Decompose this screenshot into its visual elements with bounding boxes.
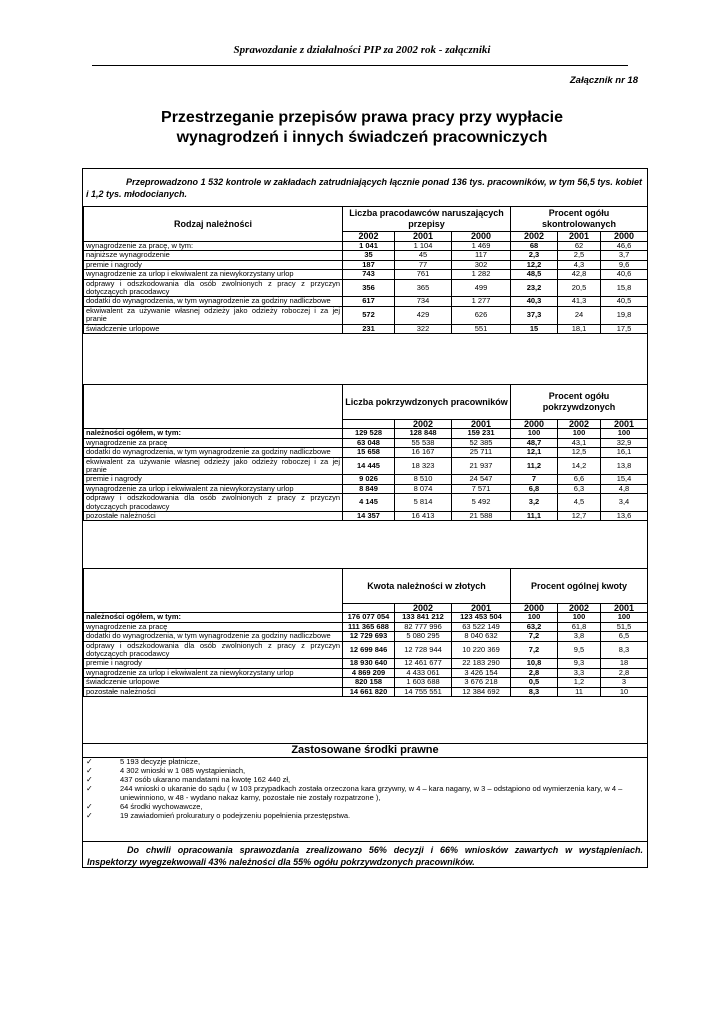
row-label: odprawy i odszkodowania dla osób zwolnionych z pracy z przyczyn dotyczących pracodawcy [84,279,343,297]
value-cell: 2,8 [511,668,558,677]
value-cell: 18 930 640 [343,659,395,668]
value-cell: 23,2 [511,279,558,297]
table-row [84,242,648,251]
value-cell: 17,5 [601,324,648,333]
row-label: ekwiwalent za używanie własnej odzieży jako odzieży roboczej i za jej pranie [84,457,343,475]
value-cell: 8,3 [511,687,558,696]
measure-text: 4 302 wnioski w 1 085 wystąpieniach, [120,766,246,775]
table-row [84,260,648,269]
intro-paragraph: Przeprowadzono 1 532 kontrole w zakładach zatrudniających łącznie ponad 136 tys. pracowników, w tym 56,5 tys. kobiet i 1,2 tys. młodocianych. [86,177,642,199]
group-header: Kwota należności w złotych [343,569,511,604]
value-cell: 14 445 [343,457,395,475]
table-row [84,484,648,493]
value-cell: 2,3 [511,251,558,260]
value-cell: 572 [343,306,395,324]
year-header: 2001 [452,604,511,613]
value-cell: 24 547 [452,475,511,484]
row-label: dodatki do wynagrodzenia, w tym wynagrodzenie za godziny nadliczbowe [84,297,343,306]
value-cell: 187 [343,260,395,269]
value-cell: 123 453 504 [452,613,511,622]
group-header: Liczba pokrzywdzonych pracowników [343,385,511,420]
value-cell: 4 145 [343,494,395,512]
value-cell: 12 384 692 [452,687,511,696]
value-cell: 20,5 [558,279,601,297]
check-icon: ✓ [86,775,93,784]
row-label: dodatki do wynagrodzenia, w tym wynagrodzenie za godziny nadliczbowe [84,632,343,641]
table-row [84,613,648,622]
value-cell: 7,2 [511,632,558,641]
value-cell: 13,6 [601,512,648,521]
value-cell: 3,2 [511,494,558,512]
table-row [84,448,648,457]
table-row [84,270,648,279]
value-cell: 12,5 [558,448,601,457]
table-row [84,429,648,438]
blank-cell [343,420,395,429]
value-cell: 3,7 [601,251,648,260]
value-cell: 9,6 [601,260,648,269]
attachment-number: Załącznik nr 18 [569,75,638,86]
row-label: wynagrodzenie za urlop i ekwiwalent za niewykorzystany urlop [84,484,343,493]
value-cell: 5 814 [395,494,452,512]
value-cell: 18 323 [395,457,452,475]
value-cell: 3 676 218 [452,678,511,687]
value-cell: 14,2 [558,457,601,475]
value-cell: 6,8 [511,484,558,493]
employees-table [83,384,648,521]
value-cell: 16,1 [601,448,648,457]
table-row [84,251,648,260]
list-item [86,766,642,775]
value-cell: 12 728 944 [395,641,452,659]
value-cell: 159 231 [452,429,511,438]
value-cell: 4,8 [601,484,648,493]
value-cell: 40,6 [601,270,648,279]
row-label: należności ogółem, w tym: [84,429,343,438]
row-label: należności ogółem, w tym: [84,613,343,622]
measure-text: 244 wnioski o ukaranie do sądu ( w 103 przypadkach została orzeczona kara grzywny, w 4 – kara nagany, w 3 – odstąpiono od wymierzenia kary, w 4 – uniewinniono, w 48 - wydano nakaz karny, pozostałe nie zostały rozpatrzone ), [120,784,623,802]
value-cell: 9 026 [343,475,395,484]
row-label: pozostałe należności [84,512,343,521]
year-header: 2002 [558,604,601,613]
value-cell: 3,8 [558,632,601,641]
row-label: świadczenie urlopowe [84,678,343,687]
check-icon: ✓ [86,757,93,766]
check-icon: ✓ [86,802,93,811]
value-cell: 100 [601,429,648,438]
value-cell: 48,7 [511,438,558,447]
value-cell: 551 [452,324,511,333]
value-cell: 0,5 [511,678,558,687]
value-cell: 12,7 [558,512,601,521]
check-icon: ✓ [86,784,93,793]
value-cell: 100 [511,429,558,438]
group-header: Liczba pracodawców naruszających przepisy [343,207,511,232]
table-row [84,678,648,687]
list-item [86,811,642,820]
value-cell: 61,8 [558,622,601,631]
value-cell: 10,8 [511,659,558,668]
value-cell: 24 [558,306,601,324]
title-line-1: Przestrzeganie przepisów prawa pracy przy wypłacie [161,109,563,126]
table-row [84,632,648,641]
list-item [86,775,642,784]
measure-text: 64 środki wychowawcze, [120,802,203,811]
value-cell: 52 385 [452,438,511,447]
row-label: premie i nagrody [84,659,343,668]
value-cell: 743 [343,270,395,279]
row-label: pozostałe należności [84,687,343,696]
value-cell: 4 869 209 [343,668,395,677]
value-cell: 100 [511,613,558,622]
employers-table [83,206,648,334]
value-cell: 4,5 [558,494,601,512]
value-cell: 7 571 [452,484,511,493]
col-label-header: Rodzaj należności [84,207,343,242]
value-cell: 1,2 [558,678,601,687]
value-cell: 15,8 [601,279,648,297]
value-cell: 10 [601,687,648,696]
value-cell: 42,8 [558,270,601,279]
value-cell: 429 [395,306,452,324]
value-cell: 32,9 [601,438,648,447]
value-cell: 11 [558,687,601,696]
measure-text: 5 193 decyzje płatnicze, [120,757,201,766]
value-cell: 82 777 996 [395,622,452,631]
value-cell: 8 849 [343,484,395,493]
group-header: Procent ogółu pokrzywdzonych [511,385,648,420]
year-header: 2001 [558,231,601,241]
value-cell: 22 183 290 [452,659,511,668]
value-cell: 129 528 [343,429,395,438]
year-header: 2001 [395,231,452,241]
value-cell: 7,2 [511,641,558,659]
value-cell: 11,2 [511,457,558,475]
page-header: Sprawozdanie z działalności PIP za 2002 rok - załączniki [233,44,491,56]
value-cell: 19,8 [601,306,648,324]
value-cell: 820 158 [343,678,395,687]
group-header: Procent ogółu skontrolowanych [511,207,648,232]
value-cell: 2,5 [558,251,601,260]
list-item [86,757,642,766]
value-cell: 231 [343,324,395,333]
value-cell: 499 [452,279,511,297]
value-cell: 40,3 [511,297,558,306]
table-row [84,457,648,475]
value-cell: 43,1 [558,438,601,447]
group-header: Procent ogólnej kwoty [511,569,648,604]
table-row [84,279,648,297]
row-label: wynagrodzenie za urlop i ekwiwalent za niewykorzystany urlop [84,270,343,279]
measure-text: 437 osób ukarano mandatami na kwotę 162 440 zł, [120,775,291,784]
value-cell: 322 [395,324,452,333]
table-row [84,494,648,512]
year-header: 2002 [395,420,452,429]
value-cell: 9,3 [558,659,601,668]
value-cell: 100 [558,429,601,438]
value-cell: 16 167 [395,448,452,457]
value-cell: 1 282 [452,270,511,279]
value-cell: 15,4 [601,475,648,484]
value-cell: 3 426 154 [452,668,511,677]
value-cell: 10 220 369 [452,641,511,659]
year-header: 2001 [601,420,648,429]
value-cell: 128 848 [395,429,452,438]
value-cell: 5 492 [452,494,511,512]
value-cell: 117 [452,251,511,260]
value-cell: 15 [511,324,558,333]
value-cell: 68 [511,242,558,251]
value-cell: 5 080 295 [395,632,452,641]
row-label: wynagrodzenie za urlop i ekwiwalent za niewykorzystany urlop [84,668,343,677]
value-cell: 626 [452,306,511,324]
row-label: ekwiwalent za używanie własnej odzieży jako odzieży roboczej i za jej pranie [84,306,343,324]
row-label: odprawy i odszkodowania dla osób zwolnionych z pracy z przyczyn dotyczących pracodawcy [84,641,343,659]
value-cell: 356 [343,279,395,297]
value-cell: 18,1 [558,324,601,333]
value-cell: 1 041 [343,242,395,251]
table-row [84,668,648,677]
value-cell: 16 413 [395,512,452,521]
value-cell: 14 661 820 [343,687,395,696]
value-cell: 133 841 212 [395,613,452,622]
value-cell: 12,1 [511,448,558,457]
summary-paragraph: Do chwili opracowania sprawozdania zrealizowano 56% decyzji i 66% wniosków zawartych w wystąpieniach. Inspektorzy wyegzekwowali 43% należności dla 55% ogółu pokrzywdzonych pracowników. [83,841,647,870]
value-cell: 734 [395,297,452,306]
value-cell: 1 603 688 [395,678,452,687]
value-cell: 7 [511,475,558,484]
table-row [84,659,648,668]
value-cell: 1 277 [452,297,511,306]
blank-header [84,385,343,429]
year-header: 2000 [452,231,511,241]
value-cell: 12 729 693 [343,632,395,641]
year-header: 2002 [343,231,395,241]
value-cell: 365 [395,279,452,297]
blank-cell [343,604,395,613]
value-cell: 15 658 [343,448,395,457]
value-cell: 1 104 [395,242,452,251]
value-cell: 77 [395,260,452,269]
value-cell: 14 755 551 [395,687,452,696]
table-row [84,622,648,631]
year-header: 2000 [601,231,648,241]
value-cell: 3 [601,678,648,687]
row-label: wynagrodzenie za pracę, w tym: [84,242,343,251]
year-header: 2002 [395,604,452,613]
value-cell: 302 [452,260,511,269]
value-cell: 63 048 [343,438,395,447]
check-icon: ✓ [86,811,93,820]
value-cell: 1 469 [452,242,511,251]
measures-title: Zastosowane środki prawne [83,743,647,758]
value-cell: 48,5 [511,270,558,279]
measure-text: 19 zawiadomień prokuratury o podejrzeniu popełnienia przestępstwa. [120,811,351,820]
value-cell: 2,8 [601,668,648,677]
check-icon: ✓ [86,766,93,775]
value-cell: 37,3 [511,306,558,324]
title-line-2: wynagrodzeń i innych świadczeń pracowniczych [176,129,548,146]
value-cell: 35 [343,251,395,260]
value-cell: 11,1 [511,512,558,521]
value-cell: 8,3 [601,641,648,659]
amounts-table [83,568,648,697]
value-cell: 4,3 [558,260,601,269]
table-row [84,438,648,447]
page-title [80,108,644,148]
year-header: 2001 [452,420,511,429]
table-row [84,512,648,521]
value-cell: 176 077 054 [343,613,395,622]
value-cell: 13,8 [601,457,648,475]
value-cell: 12 699 846 [343,641,395,659]
value-cell: 12,2 [511,260,558,269]
row-label: najniższe wynagrodzenie [84,251,343,260]
value-cell: 3,3 [558,668,601,677]
table-row [84,324,648,333]
value-cell: 25 711 [452,448,511,457]
row-label: wynagrodzenie za pracę [84,622,343,631]
value-cell: 111 365 688 [343,622,395,631]
row-label: dodatki do wynagrodzenia, w tym wynagrodzenie za godziny nadliczbowe [84,448,343,457]
row-label: wynagrodzenie za pracę [84,438,343,447]
year-header: 2000 [511,420,558,429]
value-cell: 18 [601,659,648,668]
blank-header [84,569,343,613]
value-cell: 55 538 [395,438,452,447]
row-label: premie i nagrody [84,260,343,269]
value-cell: 63 522 149 [452,622,511,631]
value-cell: 6,6 [558,475,601,484]
value-cell: 3,4 [601,494,648,512]
value-cell: 41,3 [558,297,601,306]
table-row [84,641,648,659]
value-cell: 100 [558,613,601,622]
value-cell: 63,2 [511,622,558,631]
value-cell: 12 461 677 [395,659,452,668]
header-rule [92,65,628,66]
value-cell: 761 [395,270,452,279]
value-cell: 6,5 [601,632,648,641]
value-cell: 14 357 [343,512,395,521]
value-cell: 100 [601,613,648,622]
value-cell: 45 [395,251,452,260]
value-cell: 21 588 [452,512,511,521]
year-header: 2000 [511,604,558,613]
value-cell: 21 937 [452,457,511,475]
measures-list [86,757,642,820]
value-cell: 8 074 [395,484,452,493]
value-cell: 46,6 [601,242,648,251]
value-cell: 62 [558,242,601,251]
table-row [84,297,648,306]
value-cell: 40,5 [601,297,648,306]
list-item [86,784,642,802]
list-item [86,802,642,811]
table-row [84,475,648,484]
value-cell: 8 510 [395,475,452,484]
value-cell: 6,3 [558,484,601,493]
table-row [84,687,648,696]
value-cell: 4 433 061 [395,668,452,677]
value-cell: 617 [343,297,395,306]
value-cell: 51,5 [601,622,648,631]
table-row [84,306,648,324]
value-cell: 8 040 632 [452,632,511,641]
year-header: 2002 [558,420,601,429]
row-label: świadczenie urlopowe [84,324,343,333]
year-header: 2001 [601,604,648,613]
row-label: odprawy i odszkodowania dla osób zwolnionych z pracy z przyczyn dotyczących pracodawcy [84,494,343,512]
value-cell: 9,5 [558,641,601,659]
year-header: 2002 [511,231,558,241]
row-label: premie i nagrody [84,475,343,484]
